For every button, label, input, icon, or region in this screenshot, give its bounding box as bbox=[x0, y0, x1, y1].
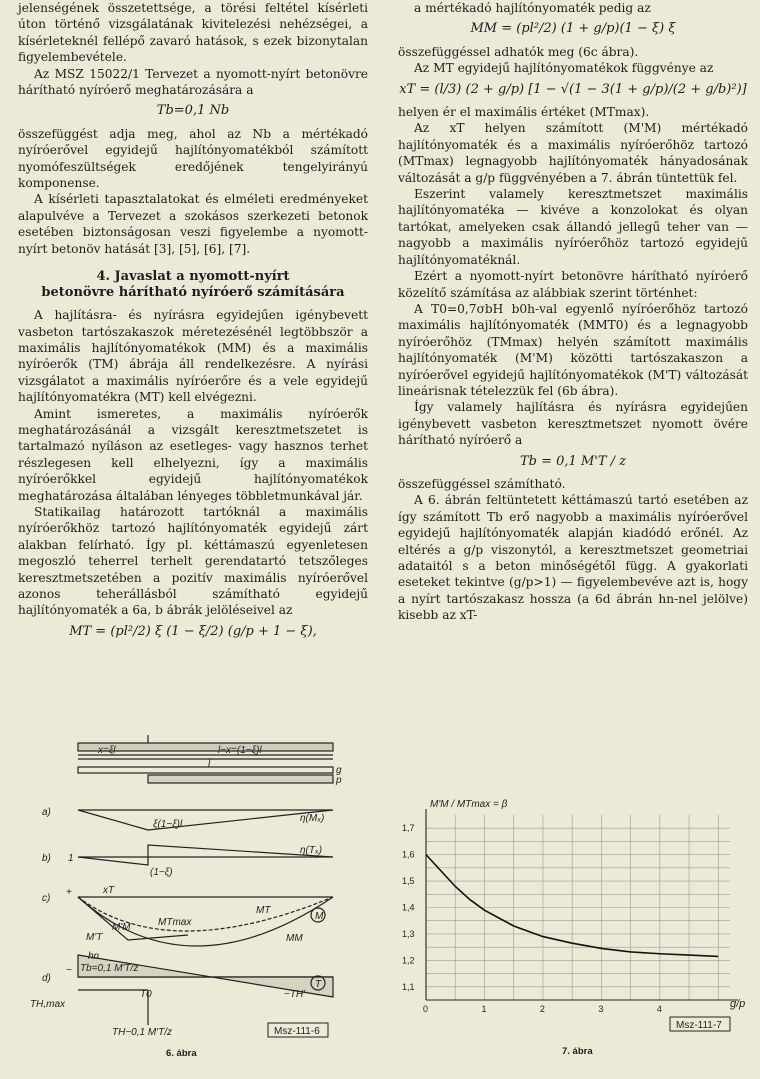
label-mm: MM bbox=[286, 933, 303, 944]
paragraph: Az MT egyidejű hajlítónyomatékok függvénye az bbox=[414, 61, 714, 76]
figure-6-caption: 6. ábra bbox=[166, 1048, 197, 1059]
y-tick-label: 1,1 bbox=[402, 981, 415, 992]
label-l: l bbox=[208, 759, 211, 770]
paragraph: A hajlításra- és nyírásra egyidejűen igénybevett vasbeton tartószakaszok méretezésénél legtöbbször a maximális hajlítónyomatékok (MM) és a maximális nyíróerők (TM) ábrája áll rendelkezésre. A nyírási vizsgálatot a maximális nyíróerőre és a vele egyidejű hajlítónyomatékra (MT) kell elvégezni. bbox=[18, 308, 368, 405]
x-tick-label: 3 bbox=[598, 1004, 604, 1014]
figure-7-caption: 7. ábra bbox=[562, 1046, 593, 1057]
label-eta-t: η(Tₓ) bbox=[300, 845, 323, 856]
figure-7-chart bbox=[400, 795, 755, 1045]
paragraph: jelenségének összetettsége, a törési feltétel kísérleti úton történő vizsgálatának kivitelezési nehézségei, a kísérleteknél fellépő zavaró hatások, s ezek bizonytalan figyelembevétele. bbox=[18, 1, 368, 65]
paragraph: Az xT helyen számított (M'M) mértékadó hajlítónyomaték és a maximális nyíróerőhöz tartozó (MTmax) legnagyobb hajlítónyomaték hányadosának változását a g/p függvényében a 7. ábrán tüntettük fel. bbox=[398, 121, 748, 185]
right-column bbox=[398, 0, 748, 624]
paragraph: A 6. ábrán feltüntetett kéttámaszú tartó esetében az így számított Tb erő nagyobb a maximális nyíróerővel egyidejű hajlítónyomaték alapján kiadódó erőnél. Az eltérés a g/p viszonytól, a keresztmetszet geometriai adataitól s a beton minőségétől függ. A gyakorlati eseteket tekintve (g/p>1) — figyelembevéve azt is, hogy a nyírt tartószakasz hossza (a 6d ábrán hn-nel jelölve) kisebb az xT- bbox=[398, 493, 748, 623]
x-tick-label: 2 bbox=[539, 1004, 545, 1014]
paragraph: Amint ismeretes, a maximális nyíróerők meghatározásánál a vizsgált keresztmetszetet is tartalmazó nyíláson az esetleges- vagy hasznos terhet részlegesen kell elhelyezni, így a maximális nyíróerőkkel egyidejű hajlítónyomatékok meghatározása általában lényeges többletmunkával jár. bbox=[18, 406, 368, 503]
label-d: d) bbox=[42, 973, 51, 984]
paragraph: a mértékadó hajlítónyomaték pedig az bbox=[414, 1, 651, 15]
label-a: a) bbox=[42, 807, 51, 818]
label-hn: hn bbox=[88, 951, 100, 962]
label-b: b) bbox=[42, 853, 51, 864]
label-one: 1 bbox=[68, 853, 74, 864]
section-heading-line1: 4. Javaslat a nyomott-nyírt bbox=[96, 269, 290, 285]
label-xt: xT bbox=[103, 885, 115, 896]
paragraph: összefüggéssel adhatók meg (6c ábra). bbox=[398, 44, 639, 59]
equation: MT = (pl²/2) ξ (1 − ξ/2) (g/p + 1 − ξ), bbox=[69, 623, 317, 639]
label-tk: TH−0,1 M'T/z bbox=[112, 1027, 172, 1038]
label-th-prime: −TH' bbox=[284, 989, 306, 1000]
label-c: c) bbox=[42, 893, 51, 904]
paragraph: összefüggést adja meg, ahol az Nb a mértékadó nyíróerővel egyidejű hajlítónyomatékból számított nyomófeszültségek eredőjének tengelyirányú komponense. bbox=[18, 126, 368, 191]
paragraph: Az MSZ 15022/1 Tervezet a nyomott-nyírt betonövre hárítható nyíróerő meghatározására a bbox=[18, 66, 368, 98]
equation: xT = (l/3) (2 + g/p) [1 − √(1 − 3(1 + g/p)/(2 + g/b)²)] bbox=[399, 81, 747, 97]
label-xi-l: x=ξl bbox=[98, 745, 116, 756]
paragraph: A T0=0,7σbH b0h-val egyenlő nyíróerőhöz tartozó maximális hajlítónyomaték (MMT0) és a legnagyobb nyíróerőhöz (TMmax) helyén számított maximális hajlítónyomaték (M'M) közötti tartószakaszon a nyíróerővel egyidejű hajlítónyomatékok (M'T) változását lineárisnak tételezzük fel (6b ábra). bbox=[398, 301, 748, 398]
x-tick-label: 0 bbox=[423, 1004, 429, 1014]
equation: MM = (pl²/2) (1 + g/p)(1 − ξ) ξ bbox=[470, 21, 676, 37]
label-minus: − bbox=[66, 965, 72, 976]
label-g: g bbox=[336, 765, 342, 776]
x-tick-label: 1 bbox=[481, 1004, 487, 1014]
paragraph: Eszerint valamely keresztmetszet maximális hajlítónyomatéka — kivéve a konzolokat és olyan tartókat, amelyeken csak állandó jellegű teher van — nagyobb a maximális nyíróerőhöz tartozó egyidejű hajlítónyomatéknál. bbox=[398, 187, 748, 267]
left-column bbox=[18, 0, 368, 646]
x-tick-label: 4 bbox=[656, 1004, 662, 1014]
y-tick-label: 1,7 bbox=[402, 823, 415, 834]
influence-line-m bbox=[78, 810, 333, 830]
section-heading bbox=[18, 269, 368, 301]
label-mtmax: MTmax bbox=[158, 917, 192, 928]
y-tick-label: 1,2 bbox=[402, 955, 415, 966]
paragraph: Ezért a nyomott-nyírt betonövre hárítható nyíróerő közelítő számítása az alábbiak szerint történhet: bbox=[398, 269, 748, 300]
figure-code: Msz-111-6 bbox=[274, 1026, 320, 1037]
paragraph: Így valamely hajlításra és nyírásra egyidejűen igénybevett vasbeton keresztmetszet nyomott övére hárítható nyíróerő a bbox=[398, 400, 748, 448]
label-tb: Tb=0,1 M'T/z bbox=[80, 963, 139, 974]
y-tick-label: 1,5 bbox=[402, 876, 415, 887]
label-m-circle: M bbox=[315, 911, 324, 922]
label-t-circle: T bbox=[315, 979, 322, 990]
equation: Tb = 0,1 M'T / z bbox=[519, 453, 626, 469]
label-mt: MT bbox=[256, 905, 271, 916]
label-p: p bbox=[336, 775, 342, 786]
section-heading-line2: betonövre hárítható nyíróerő számítására bbox=[41, 285, 345, 301]
figure-6 bbox=[28, 735, 348, 1045]
paragraph: Statikailag határozott tartóknál a maximális nyíróerőkhöz tartozó hajlítónyomaték egyidejű zárt alakban felírható. Így pl. kéttámaszú egyenletesen megoszló teherrel terhelt gerendatartó tetszőleges keresztmetszetében a pozitív maximális nyíróerővel azonos teherállásból számítható egyidejű hajlítónyomaték a 6a, b ábrák jelöléseivel az bbox=[18, 504, 368, 618]
label-mm-prime: M'M bbox=[112, 922, 131, 933]
figure-code: Msz-111-7 bbox=[676, 1020, 722, 1031]
y-axis-title: M'M / MTmax = β bbox=[430, 799, 508, 810]
load-g bbox=[78, 767, 333, 773]
y-tick-label: 1,3 bbox=[402, 928, 415, 939]
beam bbox=[78, 743, 333, 751]
paragraph: helyen ér el maximális értéket (MTmax). bbox=[398, 105, 650, 120]
label-eta-m: η(Mₓ) bbox=[300, 813, 325, 824]
equation: Tb=0,1 Nb bbox=[156, 103, 230, 119]
label-tmax: TH,max bbox=[30, 999, 65, 1010]
y-tick-label: 1,4 bbox=[402, 902, 415, 913]
label-plus: + bbox=[66, 887, 72, 898]
label-mt-prime: M'T bbox=[86, 932, 103, 943]
label-one-xi: (1−ξ) bbox=[150, 867, 173, 878]
y-tick-label: 1,6 bbox=[402, 849, 415, 860]
paragraph: összefüggéssel számítható. bbox=[398, 476, 566, 491]
paragraph: A kísérleti tapasztalatokat és elméleti eredményeket alapulvéve a Tervezet a szokásos szerkezeti betonok esetében biztonságosan veszi figyelembe a nyomott-nyírt betonöv hatását [3], [5], [6], [7]. bbox=[18, 192, 368, 256]
label-l-x: l−x=(1−ξ)l bbox=[218, 745, 262, 756]
load-p bbox=[148, 775, 333, 783]
influence-line-t bbox=[78, 845, 333, 865]
x-axis-title: g/p bbox=[730, 998, 746, 1010]
label-t0: T0 bbox=[140, 989, 152, 1000]
label-xi-term: ξ(1−ξ)l bbox=[153, 819, 183, 830]
